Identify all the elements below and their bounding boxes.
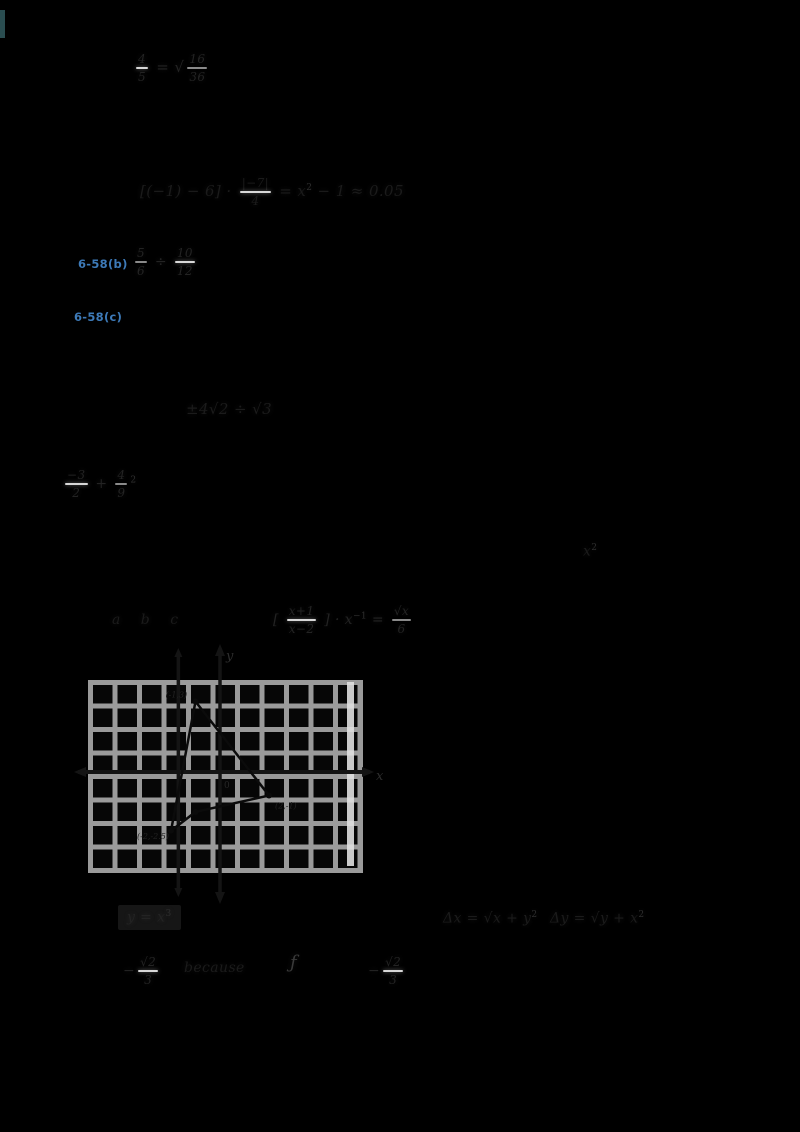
x-axis-left-arrow: [74, 767, 86, 777]
negative-root-right: − $\frac{√2}{3}$: [368, 955, 402, 987]
negative-root-left: − $\frac{√2}{3}$: [123, 955, 157, 987]
bracket-equation: [(−1) − 6] · $\frac{|-7|}{4}$ = $x^2 - 1 \approx 0.05$: [140, 176, 404, 208]
svg-text:(-2,-2.5): (-2,-2.5): [137, 831, 170, 841]
polynomial-expression: [ $\frac{x+1}{x-2}$ ] · $x^{-1}$ = $\frac{√x}{6}$: [273, 604, 410, 636]
svg-text:(2,-1): (2,-1): [275, 801, 297, 811]
fraction-expression-top: $\frac{4}{5}$ = √ $\frac{16}{36}$: [138, 52, 206, 84]
fraction-sum: $\frac{-3}{2}$ + $\frac{4}{9}$ $^2$: [67, 468, 137, 500]
boxed-expression: $y = x^3$: [118, 905, 181, 930]
x-squared-term: $x^2$: [583, 543, 598, 560]
page-edge-mark: [0, 10, 5, 38]
x-axis-right-arrow: [362, 767, 374, 777]
problem-link-2[interactable]: 6-58(c): [74, 310, 123, 324]
svg-text:(-1,3): (-1,3): [165, 690, 188, 700]
link1-fractions: $\frac{5}{6}$ ÷ $\frac{10}{12}$: [137, 246, 193, 278]
because-word: because: [184, 960, 245, 976]
x-axis-label: x: [376, 769, 384, 784]
abc-row: a b c: [112, 612, 187, 628]
y-axis-bottom-arrow: [215, 892, 225, 904]
function-glyph: ƒ: [290, 952, 298, 973]
radical-expression: ±4√2 ÷ √3: [186, 400, 273, 418]
problem-link-1[interactable]: 6-58(b): [78, 257, 128, 271]
y-axis-label: y: [226, 649, 234, 664]
origin-label: 0: [224, 781, 230, 791]
graph-figure: [60, 640, 400, 910]
delta-x-expression: $\Delta x = √x + y^2$: [443, 910, 538, 927]
delta-y-expression: $\Delta y = √y + x^2$: [550, 910, 645, 927]
y-axis-top-arrow: [215, 644, 225, 656]
